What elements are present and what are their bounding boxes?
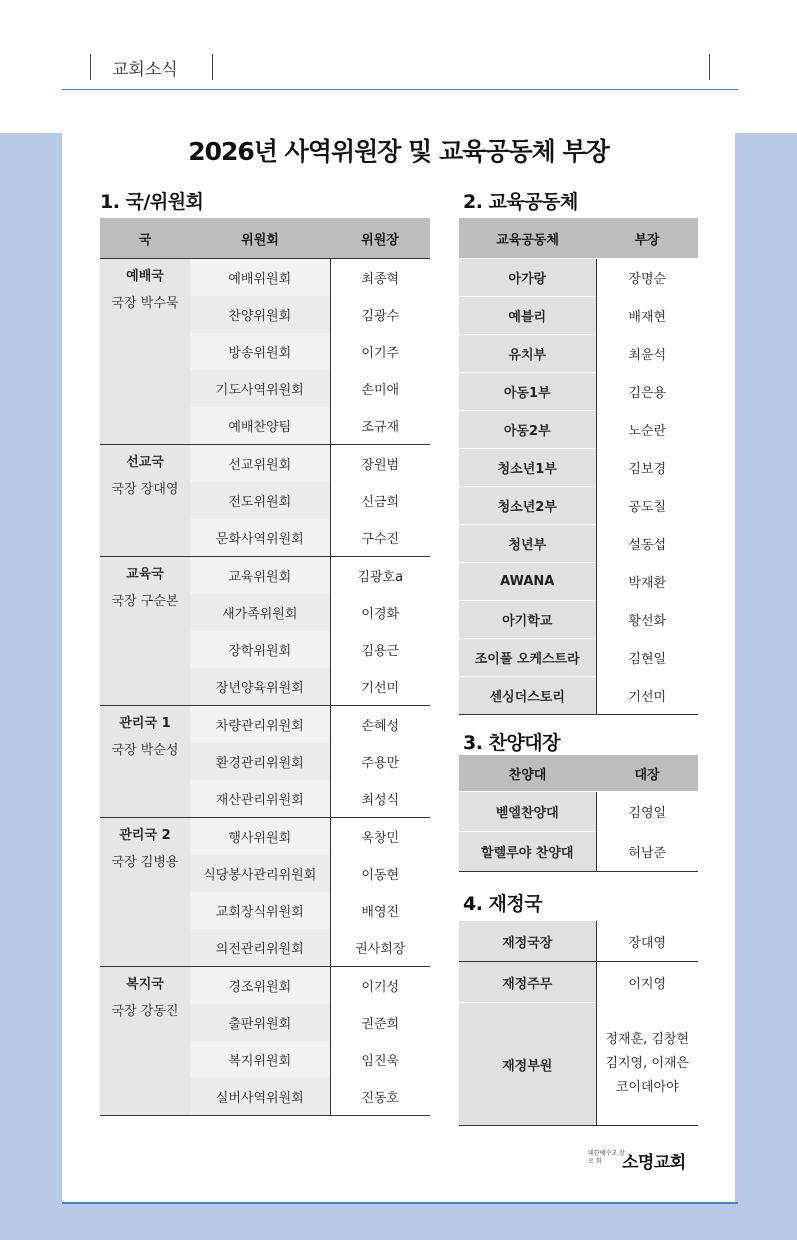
committee-chair: 배영진 [330, 892, 430, 929]
committee-name: 재산관리위원회 [190, 780, 330, 818]
col-header-leader: 대장 [596, 755, 698, 792]
committee-name: 기도사역위원회 [190, 370, 330, 407]
education-row [459, 525, 698, 563]
community-director: 황선화 [596, 601, 698, 639]
community-name: 청년부 [459, 525, 596, 563]
committee-row [100, 557, 430, 595]
dept-head: 국장 강동진 [111, 1004, 179, 1019]
dept-name: 교육국 [126, 567, 164, 582]
community-director: 박재환 [596, 563, 698, 601]
header-bar-left [90, 54, 91, 80]
committee-chair: 임진욱 [330, 1041, 430, 1078]
footer-rule [62, 1202, 738, 1204]
finance-row [459, 962, 698, 1003]
community-director: 기선미 [596, 677, 698, 715]
committee-chair: 최종혁 [330, 259, 430, 297]
committee-name: 새가족위원회 [190, 594, 330, 631]
finance-role: 재정주무 [459, 962, 596, 1003]
col-header-choir: 찬양대 [459, 755, 596, 792]
committee-chair: 김용근 [330, 631, 430, 668]
committee-name: 방송위원회 [190, 333, 330, 370]
committee-chair: 김광호a [330, 557, 430, 595]
col-header-committee: 위원회 [190, 218, 330, 259]
committee-name: 식당봉사관리위원회 [190, 855, 330, 892]
dept-head: 국장 구순본 [111, 594, 179, 609]
page-title: 2026년 사역위원장 및 교육공동체 부장 [188, 137, 609, 166]
section2-title: 2. 교육공동체 [463, 191, 578, 213]
finance-person: 장대영 [596, 921, 698, 962]
dept-cell [100, 818, 190, 967]
committee-name: 교육위원회 [190, 557, 330, 595]
committee-name: 교회장식위원회 [190, 892, 330, 929]
finance-table [459, 920, 698, 1126]
committee-name: 선교위원회 [190, 445, 330, 483]
finance-role: 재정국장 [459, 921, 596, 962]
community-director: 배재현 [596, 297, 698, 335]
committee-name: 실버사역위원회 [190, 1078, 330, 1116]
choir-leader: 허남준 [596, 832, 698, 872]
choir-name: 벧엘찬양대 [459, 792, 596, 832]
choir-table [459, 755, 698, 872]
dept-head: 국장 김병용 [111, 855, 179, 870]
education-row [459, 563, 698, 601]
committee-name: 문화사역위원회 [190, 519, 330, 557]
dept-name: 복지국 [126, 977, 164, 992]
dept-name: 관리국 2 [119, 828, 171, 843]
dept-name: 예배국 [126, 269, 164, 284]
community-director: 노순란 [596, 411, 698, 449]
committee-chair: 구수진 [330, 519, 430, 557]
education-row [459, 449, 698, 487]
col-header-chair: 위원장 [330, 218, 430, 259]
community-name: 조이풀 오케스트라 [459, 639, 596, 677]
committee-name: 환경관리위원회 [190, 743, 330, 780]
community-name: AWANA [459, 563, 596, 601]
committee-name: 찬양위원회 [190, 296, 330, 333]
dept-head: 국장 박순성 [111, 743, 179, 758]
finance-person: 이지영 [596, 962, 698, 1003]
bottom-band [0, 1204, 797, 1240]
community-director: 김현일 [596, 639, 698, 677]
education-row [459, 297, 698, 335]
dept-head: 국장 박수묵 [111, 296, 179, 311]
dept-cell [100, 557, 190, 706]
committee-row [100, 259, 430, 297]
col-header-director: 부장 [596, 218, 698, 259]
committee-chair: 옥창민 [330, 818, 430, 856]
committee-chair: 주용만 [330, 743, 430, 780]
section4-title: 4. 재정국 [463, 893, 543, 915]
dept-cell [100, 706, 190, 818]
choir-name: 할렐루야 찬양대 [459, 832, 596, 872]
education-row [459, 335, 698, 373]
education-table [459, 218, 698, 715]
education-row [459, 259, 698, 297]
committee-chair: 손미애 [330, 370, 430, 407]
committee-name: 전도위원회 [190, 482, 330, 519]
committee-row [100, 818, 430, 856]
committee-row [100, 967, 430, 1005]
community-name: 아동1부 [459, 373, 596, 411]
page-header [0, 0, 797, 92]
committee-chair: 조규재 [330, 407, 430, 445]
community-name: 유치부 [459, 335, 596, 373]
finance-member-line: 김지영, 이재은 [605, 1056, 690, 1071]
section3-title: 3. 찬양대장 [463, 732, 560, 754]
committee-chair: 이동현 [330, 855, 430, 892]
community-director: 장명순 [596, 259, 698, 297]
logo-name: 소명교회 [622, 1153, 686, 1173]
choir-row [459, 792, 698, 832]
committee-name: 행사위원회 [190, 818, 330, 856]
finance-members [596, 1003, 698, 1126]
choir-leader: 김영일 [596, 792, 698, 832]
committee-name: 복지위원회 [190, 1041, 330, 1078]
committee-chair: 권준희 [330, 1004, 430, 1041]
finance-row [459, 1003, 698, 1126]
community-name: 청소년1부 [459, 449, 596, 487]
header-bar-right [709, 54, 710, 80]
education-row [459, 601, 698, 639]
committee-row [100, 706, 430, 744]
dept-name: 관리국 1 [119, 716, 171, 731]
committee-name: 장년양육위원회 [190, 668, 330, 706]
committee-chair: 이기주 [330, 333, 430, 370]
education-row [459, 373, 698, 411]
committee-chair: 김광수 [330, 296, 430, 333]
dept-cell [100, 445, 190, 557]
committee-name: 장학위원회 [190, 631, 330, 668]
education-row [459, 639, 698, 677]
committee-chair: 이기성 [330, 967, 430, 1005]
header-bar-mid [212, 54, 213, 80]
side-band-right [735, 133, 797, 1240]
finance-member-line: 코이데아야 [615, 1080, 679, 1095]
committee-name: 예배위원회 [190, 259, 330, 297]
committee-chair: 기선미 [330, 668, 430, 706]
education-row [459, 411, 698, 449]
committee-chair: 장원범 [330, 445, 430, 483]
choir-row [459, 832, 698, 872]
side-band-left [0, 133, 62, 1240]
col-header-dept: 국 [100, 218, 190, 259]
header-rule [62, 89, 738, 90]
community-name: 아동2부 [459, 411, 596, 449]
committee-chair: 손혜성 [330, 706, 430, 744]
dept-cell [100, 259, 190, 445]
finance-members-label: 재정부원 [459, 1003, 596, 1126]
education-row [459, 487, 698, 525]
committee-table [100, 218, 430, 1116]
community-name: 아기학교 [459, 601, 596, 639]
committee-chair: 진동호 [330, 1078, 430, 1116]
community-name: 청소년2부 [459, 487, 596, 525]
committee-name: 경조위원회 [190, 967, 330, 1005]
community-director: 공도칠 [596, 487, 698, 525]
community-name: 예블리 [459, 297, 596, 335]
community-director: 최윤석 [596, 335, 698, 373]
community-director: 설동섭 [596, 525, 698, 563]
committee-name: 차량관리위원회 [190, 706, 330, 744]
community-director: 김보경 [596, 449, 698, 487]
committee-row [100, 445, 430, 483]
committee-name: 출판위원회 [190, 1004, 330, 1041]
community-name: 아가랑 [459, 259, 596, 297]
committee-chair: 신금희 [330, 482, 430, 519]
education-row [459, 677, 698, 715]
dept-cell [100, 967, 190, 1116]
finance-row [459, 921, 698, 962]
committee-name: 의전관리위원회 [190, 929, 330, 967]
dept-head: 국장 장대영 [111, 482, 179, 497]
section1-title: 1. 국/위원회 [100, 191, 204, 213]
col-header-community: 교육공동체 [459, 218, 596, 259]
dept-name: 선교국 [126, 455, 164, 470]
committee-name: 예배찬양팀 [190, 407, 330, 445]
committee-chair: 권사회장 [330, 929, 430, 967]
community-director: 김은용 [596, 373, 698, 411]
logo-denomination: 대한예수교 장 로 회 [588, 1150, 625, 1165]
committee-chair: 이경화 [330, 594, 430, 631]
finance-member-line: 정재훈, 김창현 [605, 1032, 690, 1047]
header-title: 교회소식 [112, 60, 178, 80]
committee-chair: 최성식 [330, 780, 430, 818]
community-name: 센싱더스토리 [459, 677, 596, 715]
